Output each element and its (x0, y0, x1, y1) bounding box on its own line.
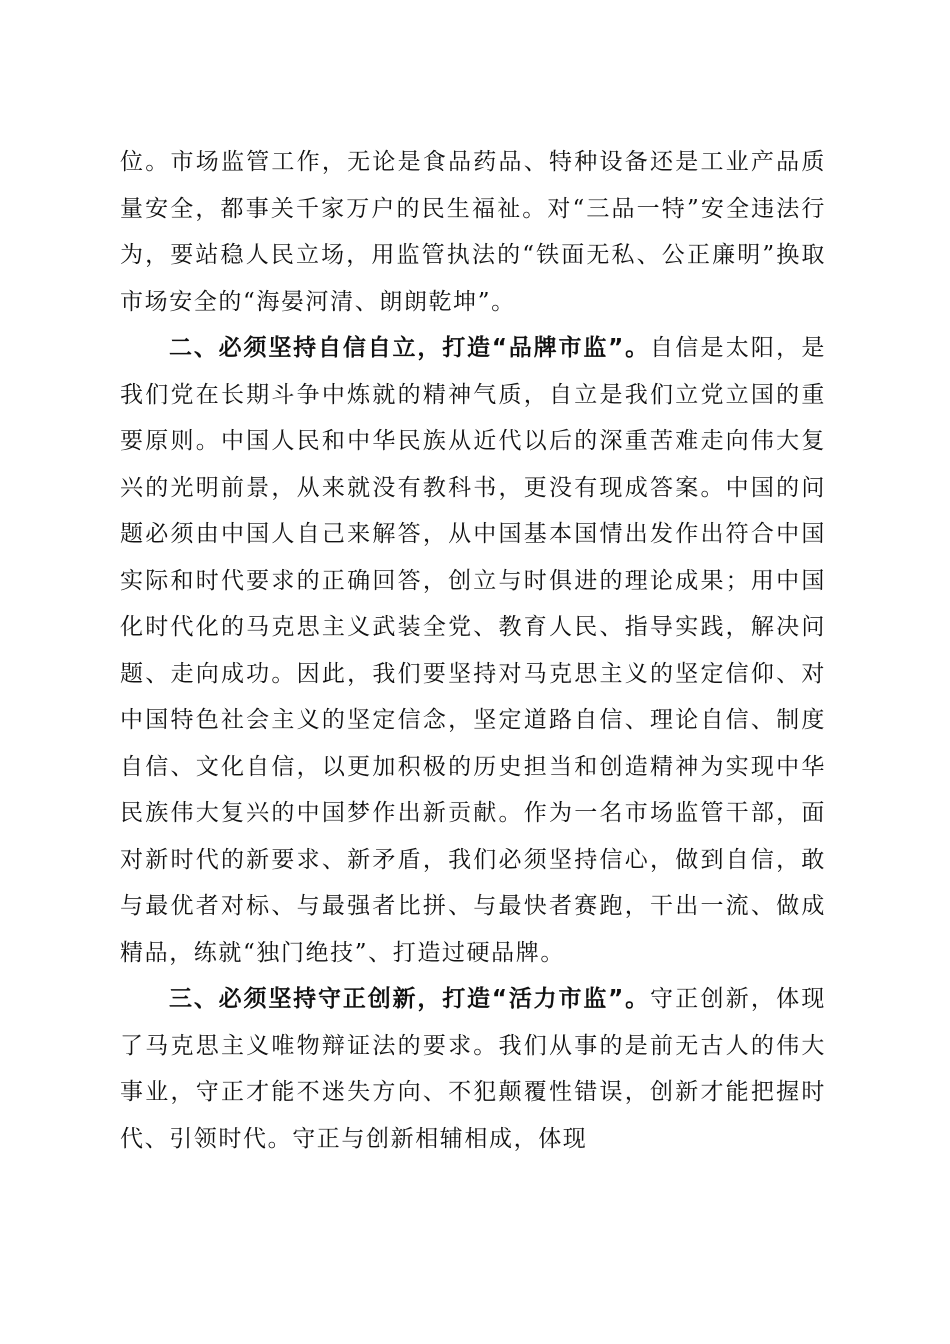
paragraph-continuation (120, 139, 826, 325)
paragraph-section-two (120, 325, 826, 976)
section-heading: 二、必须坚持自信自立，打造“品牌市监”。 (169, 335, 650, 361)
section-heading: 三、必须坚持守正创新，打造“活力市监”。 (169, 986, 650, 1012)
paragraph-text: 自信是太阳，是我们党在长期斗争中炼就的精神气质，自立是我们立党立国的重要原则。中国人民和中华民族从近代以后的深重苦难走向伟大复兴的光明前景，从来就没有教科书，更没有现成答案。中国的问题必须由中国人自己来解答，从中国基本国情出发作出符合中国实际和时代要求的正确回答，创立与时俱进的理论成果；用中国化时代化的马克思主义武装全党、教育人民、指导实践，解决问题、走向成功。因此，我们要坚持对马克思主义的坚定信仰、对中国特色社会主义的坚定信念，坚定道路自信、理论自信、制度自信、文化自信，以更加积极的历史担当和创造精神为实现中华民族伟大复兴的中国梦作出新贡献。作为一名市场监管干部，面对新时代的新要求、新矛盾，我们必须坚持信心，做到自信，敢与最优者对标、与最强者比拼、与最快者赛跑，干出一流、做成精品，练就“独门绝技”、打造过硬品牌。 (120, 335, 827, 966)
paragraph-section-three (120, 976, 826, 1162)
paragraph-text: 位。市场监管工作，无论是食品药品、特种设备还是工业产品质量安全，都事关千家万户的民生福祉。对“三品一特”安全违法行为，要站稳人民立场，用监管执法的“铁面无私、公正廉明”换取市场安全的“海晏河清、朗朗乾坤”。 (120, 149, 826, 315)
paragraph-text: 守正创新，体现了马克思主义唯物辩证法的要求。我们从事的是前无古人的伟大事业，守正才能不迷失方向、不犯颠覆性错误，创新才能把握时代、引领时代。守正与创新相辅相成，体现 (120, 986, 827, 1152)
document-body (120, 139, 826, 1162)
